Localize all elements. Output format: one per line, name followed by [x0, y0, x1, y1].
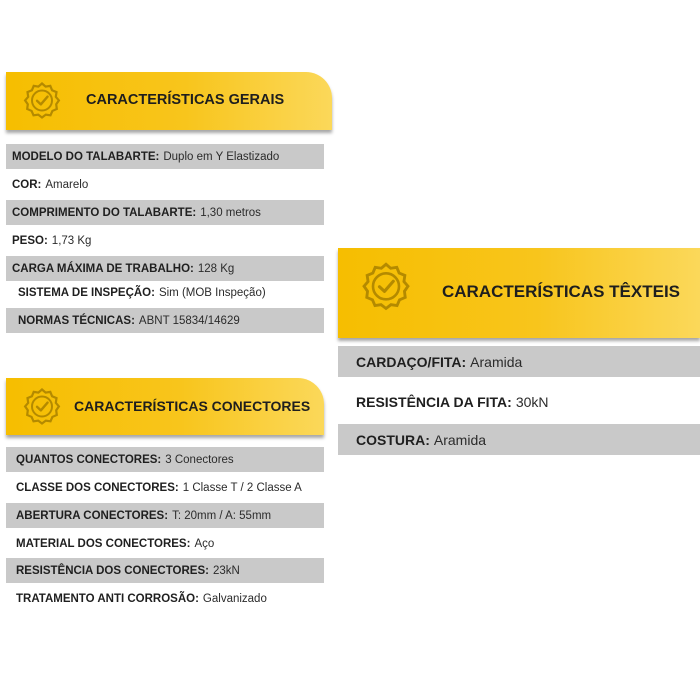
spec-row [6, 308, 324, 333]
spec-row [6, 200, 324, 225]
check-seal-icon [22, 82, 62, 120]
spec-value: T: 20mm / A: 55mm [172, 509, 272, 522]
panel-caracteristicas-texteis [338, 248, 700, 458]
spec-value: Duplo em Y Elastizado [163, 150, 280, 163]
spec-row [6, 586, 324, 611]
spec-value: Amarelo [45, 178, 89, 191]
spec-label: CARGA MÁXIMA DE TRABALHO: [12, 262, 194, 275]
spec-value: Sim (MOB Inspeção) [158, 286, 266, 299]
spec-label: RESISTÊNCIA DA FITA: [356, 393, 512, 410]
spec-row [6, 447, 324, 472]
spec-row [6, 531, 324, 556]
spec-value: 1,30 metros [200, 206, 261, 219]
spec-label: COR: [12, 178, 42, 191]
spec-row [338, 346, 700, 377]
spec-value: 1 Classe T / 2 Classe A [182, 481, 302, 494]
spec-row [6, 228, 324, 253]
panel-caracteristicas-conectores [6, 378, 324, 614]
spec-row [338, 386, 700, 417]
spec-label: MATERIAL DOS CONECTORES: [16, 537, 191, 550]
spec-row [6, 256, 324, 281]
spec-value: Aramida [433, 431, 487, 448]
spec-label: MODELO DO TALABARTE: [12, 150, 160, 163]
banner-conectores [6, 378, 324, 435]
spec-label: NORMAS TÉCNICAS: [18, 314, 135, 327]
spec-label: COMPRIMENTO DO TALABARTE: [12, 206, 197, 219]
spec-row [6, 503, 324, 528]
panel-caracteristicas-gerais [6, 72, 324, 336]
spec-row [6, 144, 324, 169]
spec-label: SISTEMA DE INSPEÇÃO: [18, 286, 155, 299]
spec-label: QUANTOS CONECTORES: [16, 453, 162, 466]
spec-value: 1,73 Kg [51, 234, 92, 247]
spec-label: ABERTURA CONECTORES: [16, 509, 169, 522]
spec-row [6, 475, 324, 500]
banner-texteis [338, 248, 700, 338]
spec-row [338, 424, 700, 455]
check-seal-icon [22, 388, 62, 426]
spec-label: COSTURA: [356, 431, 430, 448]
banner-gerais [6, 72, 332, 130]
spec-label: PESO: [12, 234, 48, 247]
spec-value: 23kN [212, 564, 240, 577]
spec-label: CARDAÇO/FITA: [356, 353, 467, 370]
texteis-title: CARACTERÍSTICAS TÊXTEIS [442, 282, 681, 301]
spec-label: RESISTÊNCIA DOS CONECTORES: [16, 564, 209, 577]
check-seal-icon [360, 262, 412, 312]
spec-row [6, 172, 324, 197]
spec-value: Aramida [470, 353, 523, 370]
spec-label: CLASSE DOS CONECTORES: [16, 481, 179, 494]
spec-value: ABNT 15834/14629 [138, 314, 240, 327]
spec-value: Aço [194, 537, 215, 550]
spec-value: 3 Conectores [165, 453, 234, 466]
spec-value: 30kN [515, 393, 549, 410]
spec-value: 128 Kg [197, 262, 235, 275]
spec-label: TRATAMENTO ANTI CORROSÃO: [16, 592, 199, 605]
spec-value: Galvanizado [202, 592, 267, 605]
gerais-title: CARACTERÍSTICAS GERAIS [86, 92, 285, 108]
conectores-title: CARACTERÍSTICAS CONECTORES [74, 398, 311, 414]
spec-row [6, 558, 324, 583]
spec-row [6, 280, 324, 305]
